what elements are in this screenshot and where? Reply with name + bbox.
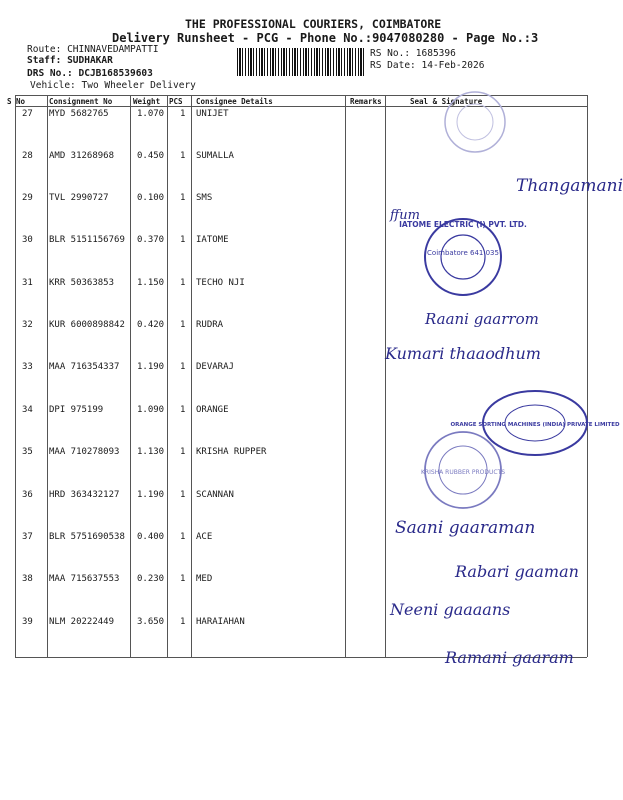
cell-consignee: IATOME xyxy=(196,235,229,245)
cell-pcs: 1 xyxy=(180,447,186,457)
cell-consignee: DEVARAJ xyxy=(196,362,234,372)
cell-consignee: SMS xyxy=(196,193,213,203)
seal-orange-text: ORANGE SORTING MACHINES (INDIA) PRIVATE LIMITED xyxy=(450,422,620,428)
barcode xyxy=(237,48,365,76)
route-line xyxy=(27,44,159,55)
rs-no-label: RS No.: xyxy=(370,48,411,59)
cell-consignment: MAA 716354337 xyxy=(49,362,120,372)
cell-consignee: RUDRA xyxy=(196,320,224,330)
vehicle-line xyxy=(30,80,196,91)
cell-consignment: KRR 50363853 xyxy=(49,278,115,288)
cell-weight: 0.370 xyxy=(137,235,165,245)
cell-sno: 34 xyxy=(22,405,33,415)
cell-consignee: TECHO NJI xyxy=(196,278,245,288)
seal-inner-text: Coimbatore 641 035 xyxy=(427,249,499,257)
cell-sno: 33 xyxy=(22,362,33,372)
signature-scribble: ffum xyxy=(390,208,420,223)
signature: Kumari thaaodhum xyxy=(385,344,541,363)
cell-weight: 0.230 xyxy=(137,574,165,584)
cell-pcs: 1 xyxy=(180,151,186,161)
signature: Raani gaarrom xyxy=(425,310,539,328)
faint-stamp xyxy=(430,90,520,160)
cell-consignment: NLM 20222449 xyxy=(49,617,115,627)
cell-sno: 37 xyxy=(22,532,33,542)
cell-sno: 38 xyxy=(22,574,33,584)
cell-consignment: AMD 31268968 xyxy=(49,151,115,161)
signature: Thangamani xyxy=(516,176,623,196)
route-value: CHINNAVEDAMPATTI xyxy=(67,44,159,55)
cell-pcs: 1 xyxy=(180,405,186,415)
cell-sno: 29 xyxy=(22,193,33,203)
runsheet-subtitle: Delivery Runsheet - PCG - Phone No.:9047080280 - Page No.:3 xyxy=(112,31,539,45)
rs-date-value: 14-Feb-2026 xyxy=(421,60,485,71)
cell-pcs: 1 xyxy=(180,362,186,372)
cell-weight: 1.190 xyxy=(137,362,165,372)
company-seal-iatome xyxy=(399,215,527,300)
drs-label: DRS No.: xyxy=(27,68,73,79)
cell-pcs: 1 xyxy=(180,109,186,119)
seal-outer-text: IATOME ELECTRIC (I) PVT. LTD. xyxy=(399,220,527,229)
cell-sno: 32 xyxy=(22,320,33,330)
cell-consignee: KRISHA RUPPER xyxy=(196,447,267,457)
cell-consignment: BLR 5151156769 xyxy=(49,235,125,245)
col-rule xyxy=(385,95,386,657)
cell-weight: 0.400 xyxy=(137,532,165,542)
cell-consignee: MED xyxy=(196,574,213,584)
col-header-sno: S No xyxy=(7,97,26,106)
cell-consignee: HARAIAHAN xyxy=(196,617,245,627)
signature: Rabari gaaman xyxy=(455,562,579,581)
cell-consignee: ACE xyxy=(196,532,213,542)
col-rule xyxy=(345,95,346,657)
cell-sno: 31 xyxy=(22,278,33,288)
cell-pcs: 1 xyxy=(180,278,186,288)
rs-no-value: 1685396 xyxy=(415,48,456,59)
route-label: Route: xyxy=(27,44,62,55)
cell-consignment: MAA 715637553 xyxy=(49,574,120,584)
signature: Saani gaaraman xyxy=(395,518,536,538)
cell-sno: 30 xyxy=(22,235,33,245)
staff-line xyxy=(27,55,113,66)
cell-pcs: 1 xyxy=(180,617,186,627)
cell-consignment: MAA 710278093 xyxy=(49,447,120,457)
cell-sno: 35 xyxy=(22,447,33,457)
vehicle-value: Two Wheeler Delivery xyxy=(81,80,196,91)
col-rule xyxy=(15,95,16,657)
cell-consignee: UNIJET xyxy=(196,109,229,119)
cell-sno: 28 xyxy=(22,151,33,161)
seal-krisha-text: KRISHA RUBBER PRODUCTS xyxy=(420,469,506,476)
cell-sno: 36 xyxy=(22,490,33,500)
cell-consignment: TVL 2990727 xyxy=(49,193,109,203)
cell-weight: 0.420 xyxy=(137,320,165,330)
rs-no-line xyxy=(370,48,456,59)
cell-weight: 0.100 xyxy=(137,193,165,203)
col-header-remarks: Remarks xyxy=(350,97,382,106)
cell-pcs: 1 xyxy=(180,320,186,330)
cell-weight: 0.450 xyxy=(137,151,165,161)
col-header-consignee: Consignee Details xyxy=(196,97,273,106)
col-rule xyxy=(47,95,48,657)
cell-pcs: 1 xyxy=(180,193,186,203)
company-title: THE PROFESSIONAL COURIERS, COIMBATORE xyxy=(185,17,442,31)
cell-consignee: SCANNAN xyxy=(196,490,234,500)
cell-sno: 27 xyxy=(22,109,33,119)
cell-weight: 3.650 xyxy=(137,617,165,627)
cell-consignment: MYD 5682765 xyxy=(49,109,109,119)
drs-value: DCJB168539603 xyxy=(78,68,153,79)
cell-consignee: ORANGE xyxy=(196,405,229,415)
cell-sno: 39 xyxy=(22,617,33,627)
vehicle-label: Vehicle: xyxy=(30,80,76,91)
rs-date-label: RS Date: xyxy=(370,60,416,71)
cell-weight: 1.130 xyxy=(137,447,165,457)
cell-consignment: DPI 975199 xyxy=(49,405,104,415)
signature: Neeni gaaaans xyxy=(390,600,511,619)
cell-pcs: 1 xyxy=(180,574,186,584)
cell-consignment: BLR 5751690538 xyxy=(49,532,125,542)
col-header-weight: Weight xyxy=(133,97,161,106)
company-seal-krisha xyxy=(418,428,508,513)
col-rule xyxy=(191,95,192,657)
cell-consignee: SUMALLA xyxy=(196,151,234,161)
col-header-seal: Seal & Signature xyxy=(410,97,483,106)
cell-weight: 1.190 xyxy=(137,490,165,500)
col-rule xyxy=(167,95,168,657)
cell-pcs: 1 xyxy=(180,490,186,500)
cell-weight: 1.070 xyxy=(137,109,165,119)
drs-line xyxy=(27,68,153,79)
staff-label: Staff: xyxy=(27,55,62,66)
cell-weight: 1.150 xyxy=(137,278,165,288)
staff-value: SUDHAKAR xyxy=(67,55,113,66)
col-rule xyxy=(130,95,131,657)
signature: Ramani gaaram xyxy=(445,648,574,667)
cell-consignment: HRD 363432127 xyxy=(49,490,120,500)
col-header-consignment: Consignment No xyxy=(49,97,113,106)
cell-pcs: 1 xyxy=(180,532,186,542)
cell-pcs: 1 xyxy=(180,235,186,245)
col-header-pcs: PCS xyxy=(169,97,183,106)
cell-consignment: KUR 6000898842 xyxy=(49,320,125,330)
rs-date-line xyxy=(370,60,484,71)
cell-weight: 1.090 xyxy=(137,405,165,415)
